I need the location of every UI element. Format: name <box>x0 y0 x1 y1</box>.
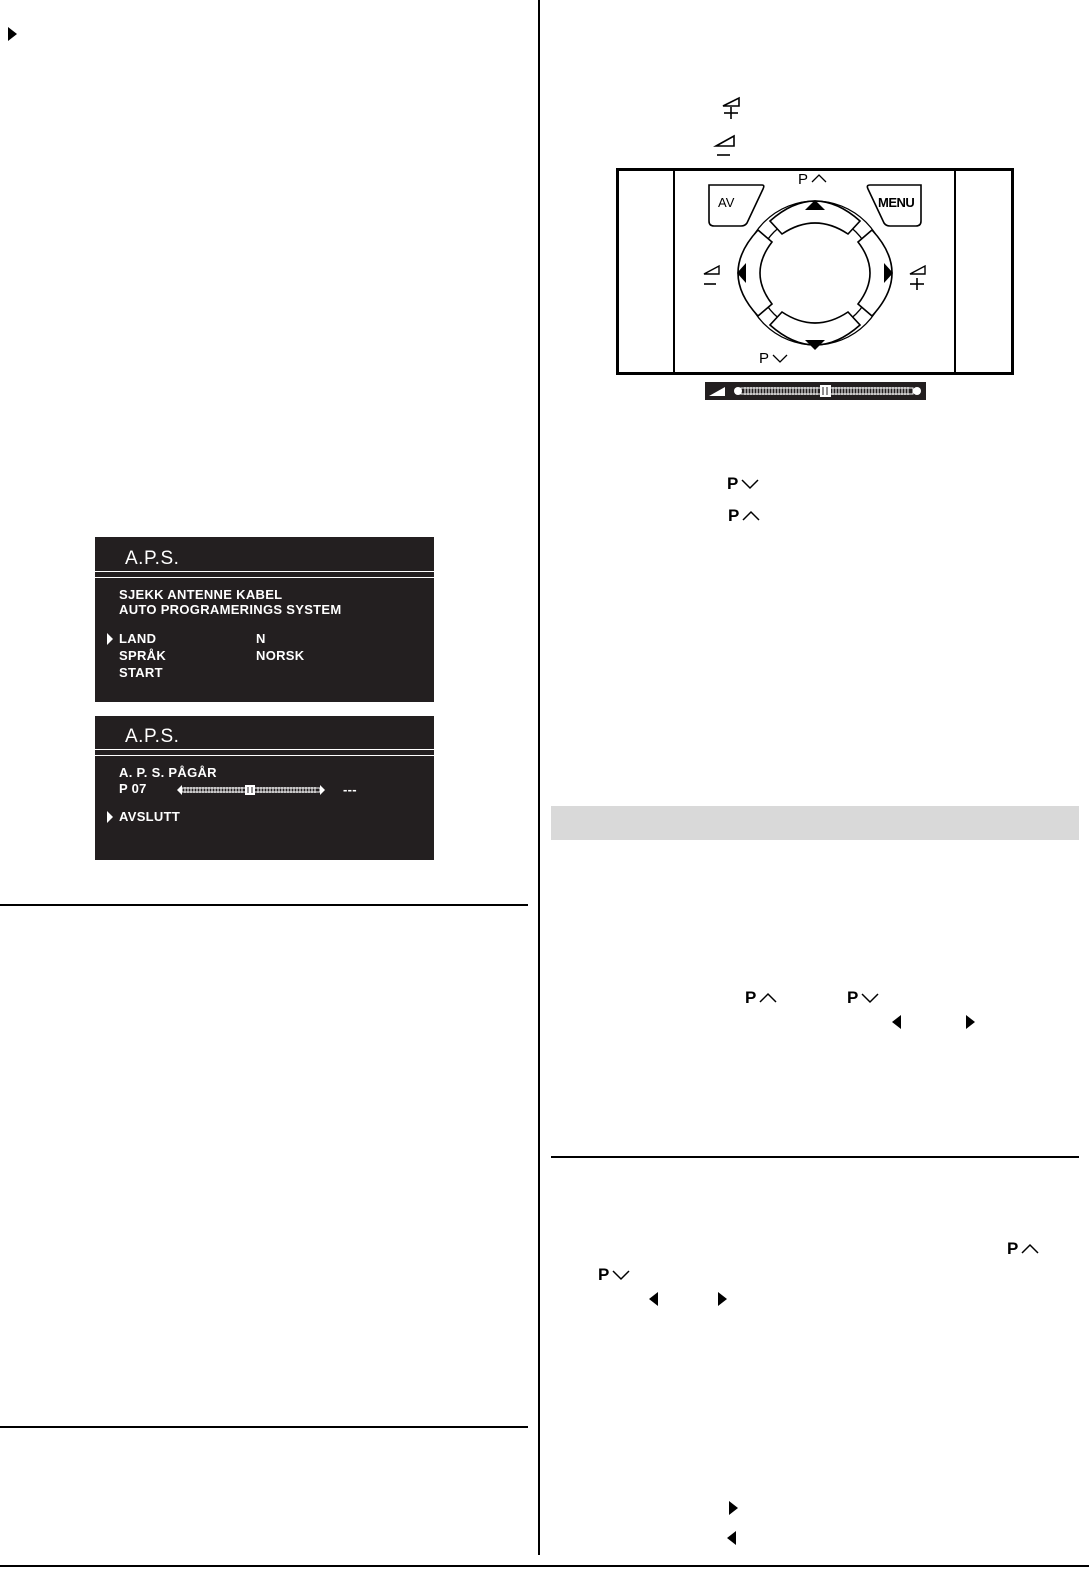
p-up-symbol <box>745 988 777 1008</box>
control-panel-drawing <box>616 168 1014 375</box>
search-progress-bar <box>177 784 325 796</box>
right-arrow-icon <box>718 1292 727 1306</box>
p-down-symbol <box>598 1265 630 1285</box>
section-rule-right-1 <box>551 1156 1079 1158</box>
p-down-symbol <box>727 474 759 494</box>
osd-divider <box>95 571 434 578</box>
volume-down-icon <box>713 133 737 161</box>
chevron-down-icon <box>612 1269 630 1281</box>
tv-control-panel <box>616 168 1014 375</box>
menu-item-exit[interactable]: AVSLUTT <box>119 809 181 824</box>
program-number: P 07 <box>119 781 147 796</box>
osd-check-antenna-text: SJEKK ANTENNE KABEL <box>119 587 283 602</box>
chevron-down-icon <box>741 478 759 490</box>
chevron-up-icon <box>1021 1243 1039 1255</box>
volume-up-icon <box>720 96 742 120</box>
menu-value-language: NORSK <box>256 648 305 663</box>
menu-button-label[interactable]: MENU <box>878 195 915 210</box>
p-down-label: P <box>759 350 770 367</box>
bullet-arrow-icon <box>8 27 17 41</box>
column-divider <box>538 0 540 1555</box>
p-down-symbol <box>847 988 879 1008</box>
chevron-up-icon <box>759 992 777 1004</box>
aps-title: A.P.S. <box>125 548 180 569</box>
selection-cursor-icon <box>107 633 113 645</box>
section-header-band <box>551 806 1079 840</box>
osd-divider <box>95 749 434 756</box>
p-letter: P <box>847 988 859 1007</box>
left-arrow-icon <box>649 1292 658 1306</box>
volume-thumb <box>820 385 831 397</box>
aps-menu-screen <box>95 537 434 702</box>
menu-item-start[interactable]: START <box>119 665 163 680</box>
p-letter: P <box>727 474 739 493</box>
section-rule-left-1 <box>0 904 528 906</box>
volume-level-bar <box>705 382 926 400</box>
p-up-symbol <box>1007 1239 1039 1259</box>
search-value: --- <box>343 782 357 797</box>
right-arrow-icon <box>966 1015 975 1029</box>
chevron-up-icon <box>742 510 760 522</box>
p-letter: P <box>728 506 740 525</box>
chevron-down-icon <box>861 992 879 1004</box>
aps-status-text: A. P. S. PÅGÅR <box>119 765 217 780</box>
menu-value-land: N <box>256 631 266 646</box>
p-up-label: P <box>798 171 809 188</box>
menu-item-language[interactable]: SPRÅK <box>119 648 167 663</box>
p-up-symbol <box>728 506 760 526</box>
osd-aps-text: AUTO PROGRAMERINGS SYSTEM <box>119 602 342 617</box>
left-arrow-icon <box>892 1015 901 1029</box>
p-letter: P <box>598 1265 610 1284</box>
menu-item-land[interactable]: LAND <box>119 631 157 646</box>
p-letter: P <box>1007 1239 1019 1258</box>
aps-progress-screen <box>95 716 434 860</box>
page-bottom-rule <box>0 1565 1089 1567</box>
section-rule-left-2 <box>0 1426 528 1428</box>
right-arrow-icon <box>729 1501 738 1515</box>
av-button-label[interactable]: AV <box>718 195 735 210</box>
progress-thumb <box>245 785 255 795</box>
p-letter: P <box>745 988 757 1007</box>
selection-cursor-icon <box>107 811 113 823</box>
aps-title: A.P.S. <box>125 726 180 747</box>
left-arrow-icon <box>727 1531 736 1545</box>
